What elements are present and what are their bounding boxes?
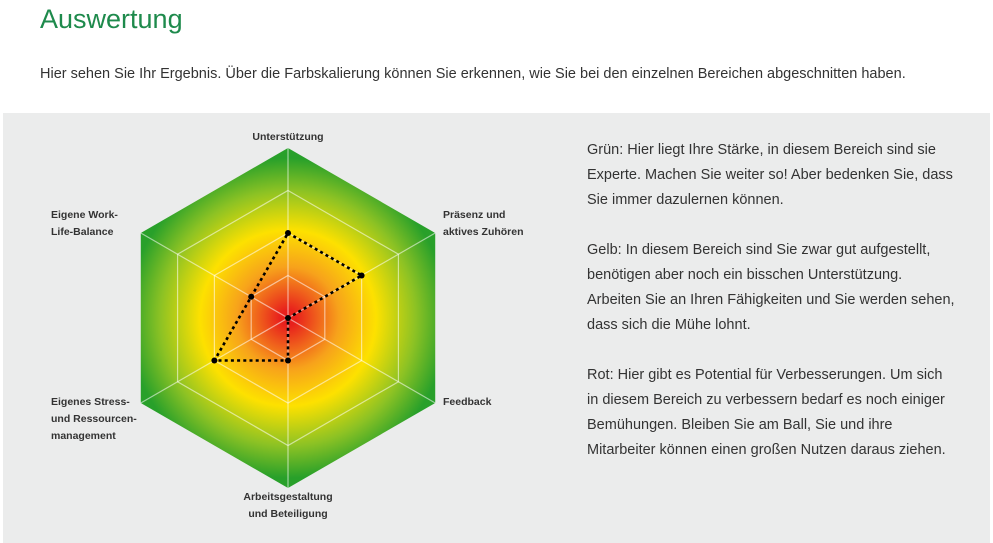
axis-label [443, 209, 524, 238]
color-legend [587, 138, 957, 488]
radar-point [248, 294, 254, 300]
radar-point [211, 358, 217, 364]
axis-label-line: Präsenz und [443, 209, 506, 221]
radar-point [285, 230, 291, 236]
axis-label-line: Feedback [443, 396, 492, 408]
legend-text-red: Hier gibt es Potential für Verbesserungen. Um sich in diesem Bereich zu verbessern bedarf es noch einiger Bemühungen. Bleiben Sie am Ball, Sie und ihre Mitarbeiter können einen großen Nutzen daraus ziehen. [587, 367, 946, 458]
legend-text-yellow: In diesem Bereich sind Sie zwar gut aufgestellt, benötigen aber noch ein bisschen Unterstützung. Arbeiten Sie an Ihren Fähigkeiten und Sie werden sehen, dass sich die Mühe lohnt. [587, 242, 955, 333]
axis-label-line: Unterstützung [252, 131, 324, 143]
axis-label-line: Eigenes Stress- [51, 396, 130, 408]
legend-item-green [587, 138, 957, 213]
legend-key-green: Grün: [587, 142, 624, 158]
axis-label-line: und Beteiligung [248, 508, 328, 520]
axis-label [51, 209, 118, 238]
radar-point [285, 358, 291, 364]
radar-point [285, 315, 291, 321]
axis-label-line: Arbeitsgestaltung [243, 491, 333, 503]
legend-key-yellow: Gelb: [587, 242, 622, 258]
page-title: Auswertung [40, 4, 183, 34]
axis-label [443, 396, 492, 408]
legend-text-green: Hier liegt Ihre Stärke, in diesem Bereich sind sie Experte. Machen Sie weiter so! Aber bedenken Sie, dass Sie immer dazulernen können. [587, 142, 953, 208]
legend-item-red [587, 363, 957, 463]
legend-key-red: Rot: [587, 367, 614, 383]
intro-text: Hier sehen Sie Ihr Ergebnis. Über die Farbskalierung können Sie erkennen, wie Sie bei den einzelnen Bereichen abgeschnitten haben. [40, 66, 906, 82]
axis-label-line: aktives Zuhören [443, 226, 524, 238]
radar-chart [3, 113, 583, 543]
axis-label-line: und Ressourcen- [51, 413, 137, 425]
axis-label-line: management [51, 430, 116, 442]
axis-label-line: Life-Balance [51, 226, 114, 238]
radar-point [359, 273, 365, 279]
axis-label [243, 491, 332, 520]
axis-label [51, 396, 137, 442]
axis-label-line: Eigene Work- [51, 209, 118, 221]
result-panel [3, 113, 990, 543]
axis-label [252, 131, 323, 143]
legend-item-yellow [587, 238, 957, 338]
